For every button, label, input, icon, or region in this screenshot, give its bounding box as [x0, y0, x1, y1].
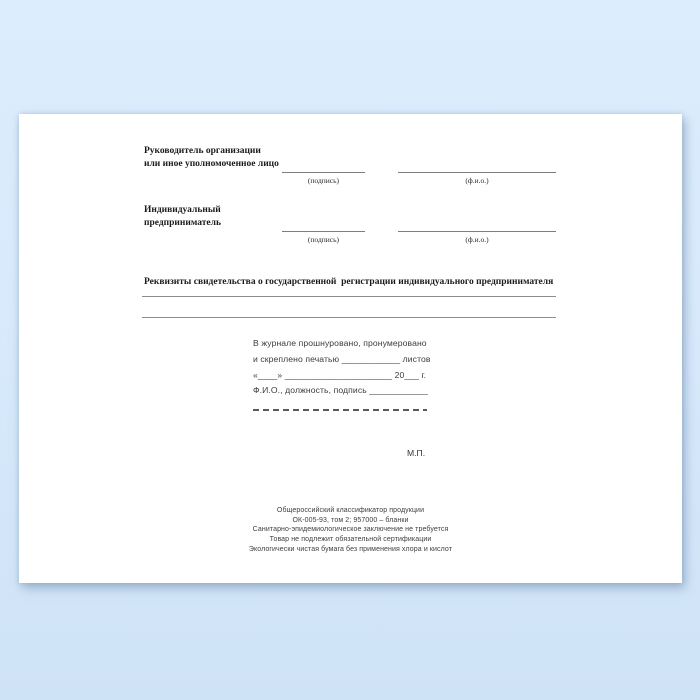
head-of-organization-label-line1: Руководитель организации	[144, 146, 261, 156]
journal-line-2: и скреплено печатью ____________ листов	[253, 353, 431, 364]
fullname-line	[398, 172, 556, 173]
individual-entrepreneur-label	[144, 204, 221, 230]
journal-block	[253, 336, 433, 411]
head-of-organization-label	[144, 145, 279, 171]
signature-caption: (подпись)	[307, 235, 340, 244]
journal-line-3: «____» ______________________ 20___ г.	[253, 369, 427, 380]
individual-entrepreneur-label-line2: предприниматель	[144, 218, 221, 228]
requisites-heading: Реквизиты свидетельства о государственной регистрации индивидуального предпринимателя	[144, 277, 554, 287]
signature-caption: (подпись)	[307, 176, 340, 185]
footer-fine-print	[19, 506, 682, 555]
journal-line-1: В журнале прошнуровано, пронумеровано	[253, 338, 427, 348]
document-page	[19, 114, 682, 583]
journal-dashed-line	[253, 409, 427, 411]
fullname-caption: (ф.и.о.)	[465, 176, 489, 185]
signature-line	[282, 172, 365, 173]
requisites-blank-line-1	[142, 296, 556, 297]
head-of-organization-label-line2: или иное уполномоченное лицо	[144, 159, 279, 169]
stamp-place-label: М.П.	[407, 448, 426, 458]
footer-line-classifier: Общероссийский классификатор продукции	[276, 507, 425, 514]
footer-line-sanitary: Санитарно-эпидемиологическое заключение не требуется	[252, 526, 449, 534]
journal-line-4: Ф.И.О., должность, подпись ____________	[253, 385, 428, 396]
individual-entrepreneur-label-line1: Индивидуальный	[144, 205, 221, 215]
signature-line	[282, 231, 365, 232]
fullname-line	[398, 231, 556, 232]
footer-line-eco-paper: Экологически чистая бумага без применения хлора и кислот	[248, 545, 453, 553]
requisites-blank-line-2	[142, 317, 556, 318]
footer-line-certification: Товар не подлежит обязательной сертификации	[269, 536, 432, 544]
fullname-caption: (ф.и.о.)	[465, 235, 489, 244]
footer-line-ok-code: ОК-005-93, том 2; 957000 – бланки	[292, 516, 409, 524]
